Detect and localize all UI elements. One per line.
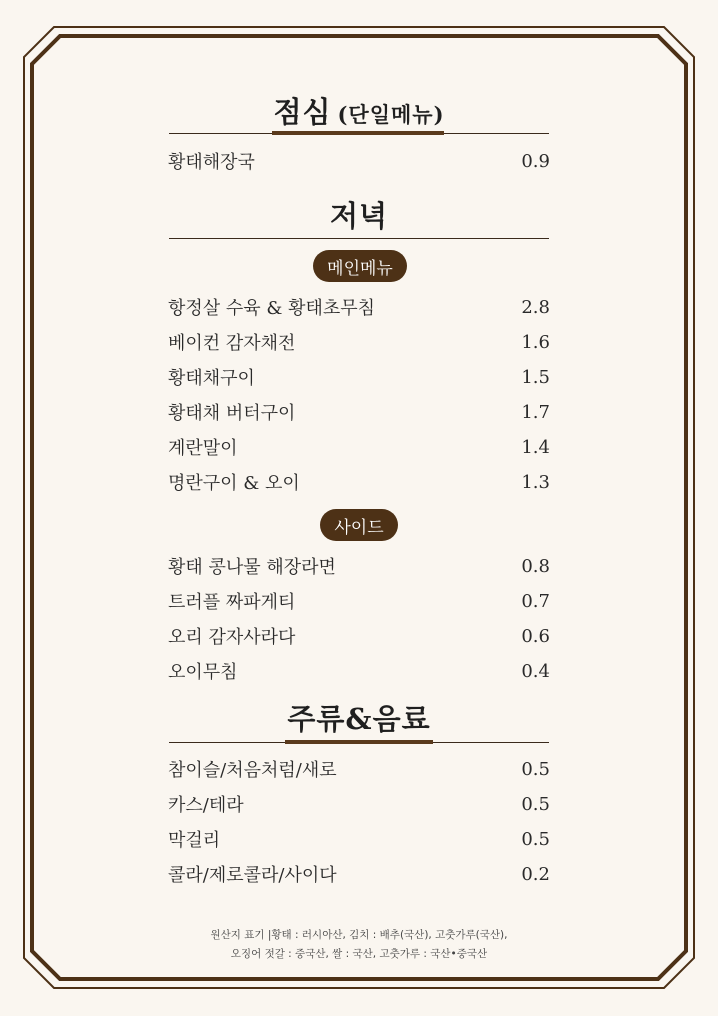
menu-item <box>168 826 550 852</box>
item-name: 트러플 짜파게티 <box>168 592 296 613</box>
menu-item <box>168 553 550 579</box>
item-name: 참이슬/처음처럼/새로 <box>168 760 337 781</box>
menu-item <box>168 588 550 614</box>
item-price: 1.4 <box>521 436 550 458</box>
menu-item <box>168 399 550 425</box>
item-price: 0.4 <box>521 660 550 682</box>
menu-item <box>168 469 550 495</box>
dinner-rule <box>169 238 549 239</box>
item-name: 계란말이 <box>168 438 238 459</box>
side-menu-badge: 사이드 <box>320 509 398 541</box>
item-price: 0.5 <box>521 828 550 850</box>
menu-item <box>168 658 550 684</box>
dinner-title: 저녁 <box>329 199 389 233</box>
item-price: 1.5 <box>521 366 550 388</box>
item-name: 오리 감자사라다 <box>168 627 296 648</box>
origin-notice-line-2: 오징어 젓갈 : 중국산, 쌀 : 국산, 고춧가루 : 국산•중국산 <box>230 948 488 960</box>
item-price: 0.2 <box>521 863 550 885</box>
menu-item <box>168 364 550 390</box>
item-name: 베이컨 감자채전 <box>168 333 296 354</box>
menu-item <box>168 329 550 355</box>
item-name: 황태해장국 <box>168 152 255 173</box>
item-name: 오이무침 <box>168 662 238 683</box>
item-price: 0.7 <box>521 590 550 612</box>
item-name: 명란구이 & 오이 <box>168 473 300 494</box>
drinks-title: 주류&음료 <box>287 702 431 736</box>
drinks-rule-accent <box>285 740 433 744</box>
item-price: 1.7 <box>521 401 550 423</box>
menu-item <box>168 861 550 887</box>
menu-item <box>168 623 550 649</box>
menu-item <box>168 294 550 320</box>
item-price: 0.5 <box>521 758 550 780</box>
item-name: 황태 콩나물 해장라면 <box>168 557 336 578</box>
item-price: 0.5 <box>521 793 550 815</box>
item-price: 2.8 <box>521 296 550 318</box>
main-menu-badge: 메인메뉴 <box>313 250 407 282</box>
menu-item <box>168 148 550 174</box>
menu-item <box>168 791 550 817</box>
item-name: 카스/테라 <box>168 795 244 816</box>
lunch-rule-accent <box>272 131 444 135</box>
item-name: 항정살 수육 & 황태초무침 <box>168 298 376 319</box>
lunch-subtitle: (단일메뉴) <box>337 102 445 127</box>
item-price: 0.9 <box>521 150 550 172</box>
origin-notice-line-1: 원산지 표기 |황태 : 러시아산, 김치 : 배추(국산), 고춧가루(국산), <box>210 929 508 941</box>
item-price: 1.6 <box>521 331 550 353</box>
lunch-heading <box>0 90 718 131</box>
item-name: 황태채구이 <box>168 368 255 389</box>
menu-item <box>168 756 550 782</box>
item-name: 황태채 버터구이 <box>168 403 296 424</box>
item-name: 콜라/제로콜라/사이다 <box>168 865 337 886</box>
lunch-title: 점심 <box>273 95 332 129</box>
item-price: 0.6 <box>521 625 550 647</box>
item-price: 1.3 <box>521 471 550 493</box>
item-name: 막걸리 <box>168 830 221 851</box>
menu-item <box>168 434 550 460</box>
item-price: 0.8 <box>521 555 550 577</box>
